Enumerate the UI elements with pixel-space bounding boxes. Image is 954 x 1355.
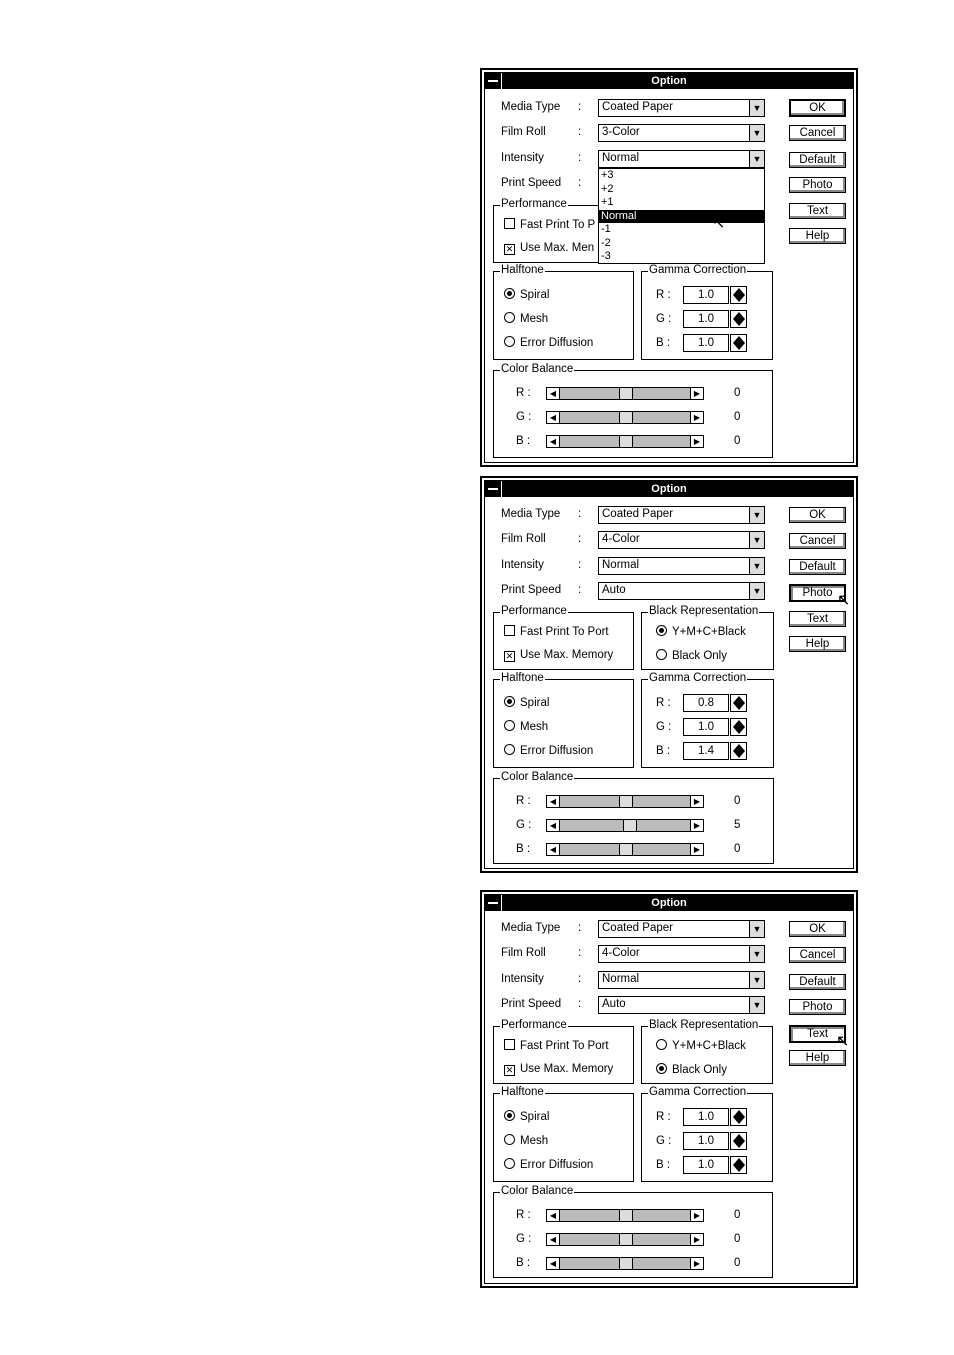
balance-b-label: B : bbox=[516, 843, 531, 855]
mesh-label: Mesh bbox=[520, 721, 549, 733]
gamma-g-label: G : bbox=[656, 313, 672, 325]
system-menu-icon[interactable] bbox=[485, 481, 502, 497]
radio-selected-icon[interactable] bbox=[504, 288, 515, 299]
radio-selected-icon[interactable] bbox=[656, 1063, 667, 1074]
performance-label: Performance bbox=[501, 1019, 567, 1031]
dropdown-item[interactable]: +3 bbox=[601, 169, 614, 181]
fast-print-checkbox[interactable] bbox=[504, 1039, 609, 1052]
dropdown-item[interactable]: +1 bbox=[601, 196, 614, 208]
media-type-value: Coated Paper bbox=[602, 101, 673, 113]
checkbox-checked-icon[interactable]: ✕ bbox=[505, 244, 514, 254]
spin-arrows-icon[interactable] bbox=[730, 694, 747, 712]
colon: : bbox=[578, 973, 582, 985]
color-balance-group bbox=[493, 771, 774, 864]
gamma-correction-group bbox=[641, 1086, 773, 1182]
performance-group bbox=[493, 1019, 634, 1084]
spin-arrows-icon[interactable] bbox=[730, 310, 747, 328]
text-button[interactable]: Text bbox=[789, 203, 846, 219]
spin-arrows-icon[interactable] bbox=[730, 286, 747, 304]
print-speed-combo[interactable] bbox=[598, 582, 765, 600]
checkbox-icon[interactable] bbox=[504, 1039, 515, 1050]
error-diffusion-radio[interactable] bbox=[504, 336, 593, 349]
print-speed-label: Print Speed bbox=[501, 177, 562, 189]
color-balance-group bbox=[493, 363, 773, 458]
dropdown-item[interactable]: -3 bbox=[601, 250, 611, 262]
scroll-thumb[interactable] bbox=[619, 796, 633, 807]
dropdown-arrow-icon[interactable]: ▼ bbox=[749, 972, 764, 988]
intensity-value: Normal bbox=[602, 973, 640, 985]
gamma-correction-group bbox=[641, 264, 773, 360]
colon: : bbox=[578, 508, 582, 520]
photo-button[interactable]: Photo bbox=[789, 177, 846, 193]
film-roll-label: Film Roll bbox=[501, 947, 546, 959]
radio-selected-icon[interactable] bbox=[504, 696, 515, 707]
print-speed-value: Auto bbox=[602, 584, 626, 596]
colon: : bbox=[578, 101, 582, 113]
spin-arrows-icon[interactable] bbox=[730, 1108, 747, 1126]
fast-print-label: Fast Print To Port bbox=[520, 626, 609, 638]
scroll-left-icon[interactable]: ◀ bbox=[547, 388, 560, 399]
checkbox-icon[interactable] bbox=[504, 625, 515, 636]
radio-selected-icon[interactable] bbox=[656, 625, 667, 636]
gamma-g-input[interactable]: 1.0 bbox=[683, 718, 729, 736]
gamma-r-input[interactable]: 1.0 bbox=[683, 1108, 729, 1126]
scroll-thumb[interactable] bbox=[619, 436, 633, 447]
radio-selected-icon[interactable] bbox=[504, 1110, 515, 1121]
mesh-radio[interactable] bbox=[504, 1134, 548, 1147]
gamma-g-label: G : bbox=[656, 721, 672, 733]
spiral-radio[interactable] bbox=[504, 1110, 549, 1123]
dialog-title: Option bbox=[651, 483, 687, 495]
balance-g-value: 0 bbox=[734, 1233, 741, 1245]
use-max-memory-label: Use Max. Men bbox=[520, 242, 595, 254]
balance-g-label: G : bbox=[516, 819, 532, 831]
balance-b-value: 0 bbox=[734, 435, 741, 447]
ok-button[interactable]: OK bbox=[789, 921, 846, 937]
dropdown-arrow-icon[interactable]: ▼ bbox=[749, 558, 764, 574]
colon: : bbox=[578, 152, 582, 164]
fast-print-label: Fast Print To Port bbox=[520, 1040, 609, 1052]
gamma-b-label: B : bbox=[656, 1159, 671, 1171]
intensity-combo[interactable] bbox=[598, 971, 765, 989]
radio-icon[interactable] bbox=[656, 1039, 667, 1050]
radio-icon[interactable] bbox=[504, 1158, 515, 1169]
balance-r-scrollbar[interactable] bbox=[546, 795, 704, 808]
halftone-group bbox=[493, 672, 634, 768]
balance-b-scrollbar[interactable] bbox=[546, 435, 704, 448]
scroll-right-icon[interactable]: ▶ bbox=[690, 388, 703, 399]
halftone-label: Halftone bbox=[501, 264, 544, 276]
print-speed-combo[interactable] bbox=[598, 996, 765, 1014]
colon: : bbox=[578, 559, 582, 571]
scroll-right-icon[interactable]: ▶ bbox=[690, 412, 703, 423]
ymc-black-label: Y+M+C+Black bbox=[672, 1040, 746, 1052]
balance-r-value: 0 bbox=[734, 1209, 741, 1221]
balance-b-value: 0 bbox=[734, 1257, 741, 1269]
gamma-r-label: R : bbox=[656, 289, 671, 301]
option-dialog-3 bbox=[480, 890, 858, 1288]
title-bar bbox=[485, 481, 853, 497]
dropdown-item-selected[interactable]: Normal bbox=[599, 210, 764, 224]
scroll-left-icon[interactable]: ◀ bbox=[547, 844, 560, 855]
dropdown-arrow-icon[interactable]: ▼ bbox=[749, 125, 764, 141]
gamma-g-label: G : bbox=[656, 1135, 672, 1147]
scroll-left-icon[interactable]: ◀ bbox=[547, 412, 560, 423]
mesh-radio[interactable] bbox=[504, 312, 548, 325]
balance-g-scrollbar[interactable] bbox=[546, 1233, 704, 1246]
use-max-memory-checkbox[interactable] bbox=[504, 1063, 613, 1076]
gamma-correction-group bbox=[641, 672, 774, 768]
dropdown-arrow-icon[interactable]: ▼ bbox=[749, 997, 764, 1013]
radio-icon[interactable] bbox=[504, 336, 515, 347]
error-diffusion-label: Error Diffusion bbox=[520, 745, 594, 757]
ymc-black-radio[interactable] bbox=[656, 1039, 746, 1052]
spin-arrows-icon[interactable] bbox=[730, 718, 747, 736]
colon: : bbox=[578, 126, 582, 138]
cancel-button[interactable]: Cancel bbox=[789, 533, 846, 549]
performance-group bbox=[493, 605, 634, 670]
gamma-r-input[interactable]: 0.8 bbox=[683, 694, 729, 712]
fast-print-checkbox[interactable] bbox=[504, 625, 609, 638]
option-dialog-1 bbox=[480, 68, 858, 467]
color-balance-label: Color Balance bbox=[501, 363, 574, 375]
checkbox-checked-icon[interactable]: ✕ bbox=[505, 1065, 514, 1075]
spiral-label: Spiral bbox=[520, 697, 550, 709]
scroll-thumb[interactable] bbox=[619, 1234, 633, 1245]
color-balance-group bbox=[493, 1185, 773, 1278]
print-speed-label: Print Speed bbox=[501, 584, 562, 596]
black-only-radio[interactable] bbox=[656, 649, 727, 662]
dropdown-arrow-icon[interactable]: ▼ bbox=[749, 151, 764, 167]
media-type-label: Media Type bbox=[501, 922, 561, 934]
balance-b-scrollbar[interactable] bbox=[546, 843, 704, 856]
text-button[interactable]: Text bbox=[789, 611, 846, 627]
dialog-title: Option bbox=[651, 897, 687, 909]
scroll-right-icon[interactable]: ▶ bbox=[690, 1210, 703, 1221]
gamma-b-input[interactable]: 1.4 bbox=[683, 742, 729, 760]
black-only-label: Black Only bbox=[672, 650, 727, 662]
black-representation-group bbox=[641, 1019, 773, 1084]
gamma-correction-label: Gamma Correction bbox=[649, 1086, 747, 1098]
intensity-label: Intensity bbox=[501, 559, 544, 571]
scroll-thumb[interactable] bbox=[619, 1258, 633, 1269]
scroll-thumb[interactable] bbox=[619, 412, 633, 423]
dropdown-arrow-icon[interactable]: ▼ bbox=[749, 100, 764, 116]
cancel-button[interactable]: Cancel bbox=[789, 125, 846, 141]
intensity-value: Normal bbox=[602, 152, 640, 164]
halftone-group bbox=[493, 1086, 634, 1182]
error-diffusion-radio[interactable] bbox=[504, 744, 593, 757]
gamma-r-input[interactable]: 1.0 bbox=[683, 286, 729, 304]
use-max-memory-label: Use Max. Memory bbox=[520, 649, 614, 661]
dropdown-item[interactable]: +2 bbox=[601, 182, 614, 195]
dropdown-item[interactable]: -2 bbox=[601, 236, 611, 249]
radio-icon[interactable] bbox=[504, 1134, 515, 1145]
media-type-label: Media Type bbox=[501, 508, 561, 520]
colon: : bbox=[578, 533, 582, 545]
gamma-correction-label: Gamma Correction bbox=[649, 264, 747, 276]
scroll-right-icon[interactable]: ▶ bbox=[690, 1234, 703, 1245]
ok-button[interactable]: OK bbox=[789, 507, 846, 523]
media-type-combo[interactable] bbox=[598, 920, 765, 938]
intensity-label: Intensity bbox=[501, 152, 544, 164]
scroll-left-icon[interactable]: ◀ bbox=[547, 820, 560, 831]
scroll-left-icon[interactable]: ◀ bbox=[547, 1258, 560, 1269]
error-diffusion-label: Error Diffusion bbox=[520, 1159, 594, 1171]
film-roll-value: 4-Color bbox=[602, 533, 640, 545]
gamma-r-label: R : bbox=[656, 1111, 671, 1123]
mouse-pointer-icon: ↖ bbox=[712, 215, 726, 232]
dialog-title: Option bbox=[651, 75, 687, 87]
halftone-label: Halftone bbox=[501, 672, 544, 684]
media-type-label: Media Type bbox=[501, 101, 561, 113]
scroll-thumb[interactable] bbox=[619, 1210, 633, 1221]
help-button[interactable]: Help bbox=[789, 636, 846, 652]
use-max-memory-checkbox[interactable] bbox=[504, 649, 613, 662]
spin-arrows-icon[interactable] bbox=[730, 1132, 747, 1150]
colon: : bbox=[578, 922, 582, 934]
scroll-right-icon[interactable]: ▶ bbox=[690, 820, 703, 831]
scroll-thumb[interactable] bbox=[623, 820, 637, 831]
error-diffusion-label: Error Diffusion bbox=[520, 337, 594, 349]
dropdown-arrow-icon[interactable]: ▼ bbox=[749, 946, 764, 962]
performance-label: Performance bbox=[501, 605, 567, 617]
system-menu-icon[interactable] bbox=[485, 895, 502, 911]
spin-arrows-icon[interactable] bbox=[730, 334, 747, 352]
radio-icon[interactable] bbox=[504, 720, 515, 731]
checkbox-checked-icon[interactable]: ✕ bbox=[505, 651, 514, 661]
colon: : bbox=[578, 947, 582, 959]
mouse-pointer-icon: ↖ bbox=[837, 592, 851, 609]
gamma-b-input[interactable]: 1.0 bbox=[683, 334, 729, 352]
film-roll-value: 3-Color bbox=[602, 126, 640, 138]
scroll-right-icon[interactable]: ▶ bbox=[690, 1258, 703, 1269]
fast-print-checkbox[interactable] bbox=[504, 218, 595, 231]
dropdown-arrow-icon[interactable]: ▼ bbox=[749, 921, 764, 937]
default-button[interactable]: Default bbox=[789, 152, 846, 168]
gamma-correction-label: Gamma Correction bbox=[649, 672, 747, 684]
balance-g-label: G : bbox=[516, 1233, 532, 1245]
mesh-label: Mesh bbox=[520, 313, 549, 325]
mouse-pointer-icon: ↖ bbox=[836, 1033, 850, 1050]
balance-g-scrollbar[interactable] bbox=[546, 411, 704, 424]
spiral-label: Spiral bbox=[520, 1111, 550, 1123]
performance-label: Performance bbox=[501, 198, 567, 210]
halftone-group bbox=[493, 264, 634, 360]
black-representation-label: Black Representation bbox=[649, 605, 759, 617]
scroll-thumb[interactable] bbox=[619, 388, 633, 399]
ok-button[interactable]: OK bbox=[789, 99, 846, 117]
option-dialog-2 bbox=[480, 476, 858, 873]
title-bar bbox=[485, 73, 853, 89]
help-button[interactable]: Help bbox=[789, 228, 846, 244]
balance-r-value: 0 bbox=[734, 387, 741, 399]
balance-g-value: 5 bbox=[734, 819, 741, 831]
balance-b-value: 0 bbox=[734, 843, 741, 855]
scroll-left-icon[interactable]: ◀ bbox=[547, 436, 560, 447]
print-speed-label: Print Speed bbox=[501, 998, 562, 1010]
intensity-combo[interactable] bbox=[598, 150, 765, 168]
use-max-memory-label: Use Max. Memory bbox=[520, 1063, 614, 1075]
gamma-b-input[interactable]: 1.0 bbox=[683, 1156, 729, 1174]
help-button[interactable]: Help bbox=[789, 1050, 846, 1066]
film-roll-combo[interactable] bbox=[598, 945, 765, 963]
colon: : bbox=[578, 177, 582, 189]
intensity-combo[interactable] bbox=[598, 557, 765, 575]
balance-r-value: 0 bbox=[734, 795, 741, 807]
balance-g-label: G : bbox=[516, 411, 532, 423]
gamma-g-input[interactable]: 1.0 bbox=[683, 310, 729, 328]
colon: : bbox=[578, 584, 582, 596]
intensity-dropdown-list[interactable] bbox=[598, 168, 765, 264]
dropdown-item[interactable]: -1 bbox=[601, 223, 611, 235]
spiral-radio[interactable] bbox=[504, 696, 549, 709]
system-menu-icon[interactable] bbox=[485, 73, 502, 89]
media-type-value: Coated Paper bbox=[602, 922, 673, 934]
balance-r-scrollbar[interactable] bbox=[546, 387, 704, 400]
film-roll-combo[interactable] bbox=[598, 124, 765, 142]
mesh-label: Mesh bbox=[520, 1135, 549, 1147]
gamma-g-input[interactable]: 1.0 bbox=[683, 1132, 729, 1150]
balance-r-label: R : bbox=[516, 1209, 531, 1221]
intensity-label: Intensity bbox=[501, 973, 544, 985]
title-bar bbox=[485, 895, 853, 911]
dropdown-arrow-icon[interactable]: ▼ bbox=[749, 583, 764, 599]
default-button[interactable]: Default bbox=[789, 559, 846, 575]
scroll-thumb[interactable] bbox=[619, 844, 633, 855]
spiral-radio[interactable] bbox=[504, 288, 549, 301]
radio-icon[interactable] bbox=[504, 744, 515, 755]
balance-b-scrollbar[interactable] bbox=[546, 1257, 704, 1270]
black-representation-label: Black Representation bbox=[649, 1019, 759, 1031]
scroll-right-icon[interactable]: ▶ bbox=[690, 796, 703, 807]
balance-r-label: R : bbox=[516, 795, 531, 807]
film-roll-label: Film Roll bbox=[501, 533, 546, 545]
balance-b-label: B : bbox=[516, 435, 531, 447]
film-roll-value: 4-Color bbox=[602, 947, 640, 959]
cancel-button[interactable]: Cancel bbox=[789, 947, 846, 963]
media-type-value: Coated Paper bbox=[602, 508, 673, 520]
black-only-radio[interactable] bbox=[656, 1063, 727, 1076]
error-diffusion-radio[interactable] bbox=[504, 1158, 593, 1171]
scroll-left-icon[interactable]: ◀ bbox=[547, 796, 560, 807]
mesh-radio[interactable] bbox=[504, 720, 548, 733]
spin-arrows-icon[interactable] bbox=[730, 1156, 747, 1174]
fast-print-label: Fast Print To P bbox=[520, 219, 596, 231]
spiral-label: Spiral bbox=[520, 289, 550, 301]
balance-g-scrollbar[interactable] bbox=[546, 819, 704, 832]
colon: : bbox=[578, 998, 582, 1010]
checkbox-icon[interactable] bbox=[504, 218, 515, 229]
default-button[interactable]: Default bbox=[789, 974, 846, 990]
radio-icon[interactable] bbox=[656, 649, 667, 660]
gamma-r-label: R : bbox=[656, 697, 671, 709]
photo-button[interactable]: Photo bbox=[789, 999, 846, 1015]
balance-r-label: R : bbox=[516, 387, 531, 399]
balance-b-label: B : bbox=[516, 1257, 531, 1269]
performance-group bbox=[493, 198, 603, 263]
text-button[interactable]: Text bbox=[789, 1025, 846, 1043]
halftone-label: Halftone bbox=[501, 1086, 544, 1098]
scroll-left-icon[interactable]: ◀ bbox=[547, 1210, 560, 1221]
media-type-combo[interactable] bbox=[598, 506, 765, 524]
intensity-value: Normal bbox=[602, 559, 640, 571]
balance-r-scrollbar[interactable] bbox=[546, 1209, 704, 1222]
gamma-b-label: B : bbox=[656, 745, 671, 757]
balance-g-value: 0 bbox=[734, 411, 741, 423]
color-balance-label: Color Balance bbox=[501, 771, 574, 783]
spin-arrows-icon[interactable] bbox=[730, 742, 747, 760]
color-balance-label: Color Balance bbox=[501, 1185, 574, 1197]
dropdown-arrow-icon[interactable]: ▼ bbox=[749, 507, 764, 523]
film-roll-label: Film Roll bbox=[501, 126, 546, 138]
media-type-combo[interactable] bbox=[598, 99, 765, 117]
scroll-left-icon[interactable]: ◀ bbox=[547, 1234, 560, 1245]
black-representation-group bbox=[641, 605, 774, 670]
film-roll-combo[interactable] bbox=[598, 531, 765, 549]
radio-icon[interactable] bbox=[504, 312, 515, 323]
photo-button[interactable]: Photo bbox=[789, 584, 846, 602]
scroll-right-icon[interactable]: ▶ bbox=[690, 436, 703, 447]
use-max-memory-checkbox[interactable] bbox=[504, 242, 594, 255]
dropdown-arrow-icon[interactable]: ▼ bbox=[749, 532, 764, 548]
scroll-right-icon[interactable]: ▶ bbox=[690, 844, 703, 855]
ymc-black-label: Y+M+C+Black bbox=[672, 626, 746, 638]
print-speed-value: Auto bbox=[602, 998, 626, 1010]
ymc-black-radio[interactable] bbox=[656, 625, 746, 638]
gamma-b-label: B : bbox=[656, 337, 671, 349]
black-only-label: Black Only bbox=[672, 1064, 727, 1076]
